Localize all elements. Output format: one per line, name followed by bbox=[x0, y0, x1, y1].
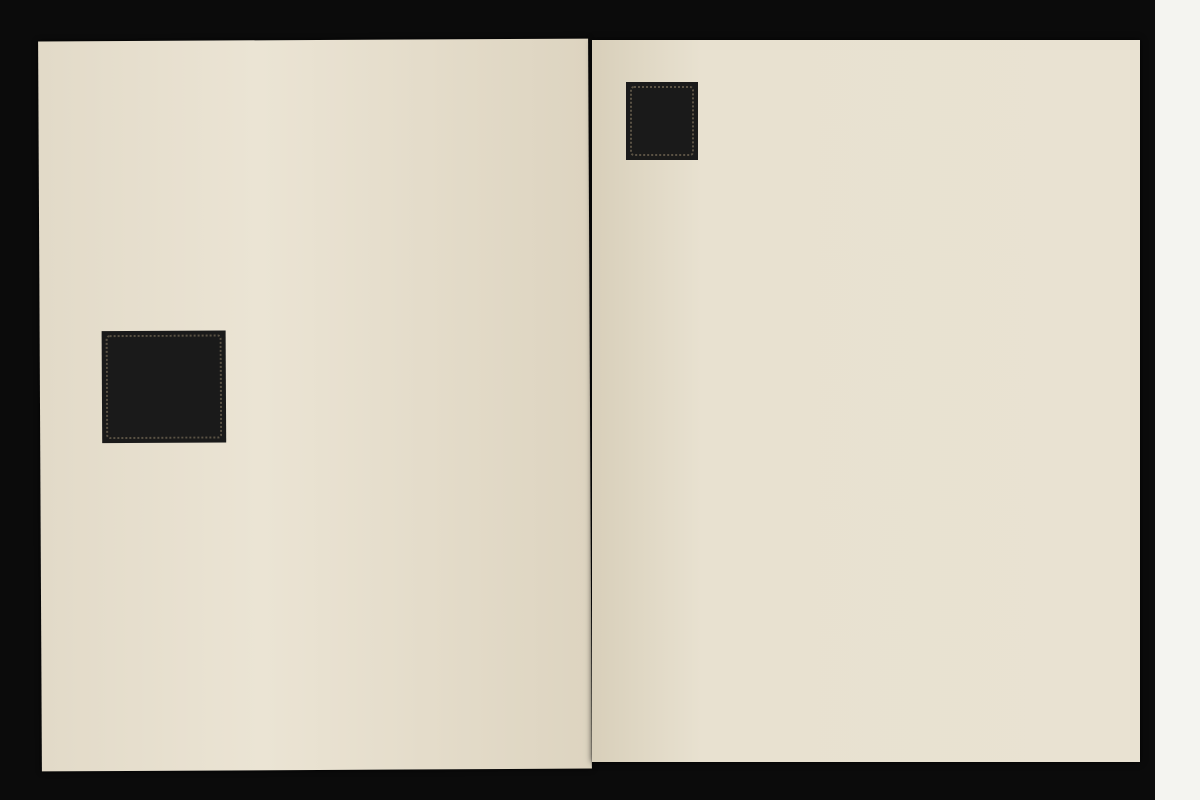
decorated-initial-letter bbox=[102, 330, 227, 443]
left-page bbox=[38, 39, 592, 772]
right-page bbox=[592, 40, 1140, 762]
decorated-initial-letter-right bbox=[626, 82, 698, 160]
initial-ornament bbox=[106, 334, 223, 439]
measuring-ruler bbox=[1155, 0, 1200, 800]
initial-ornament bbox=[630, 86, 694, 156]
